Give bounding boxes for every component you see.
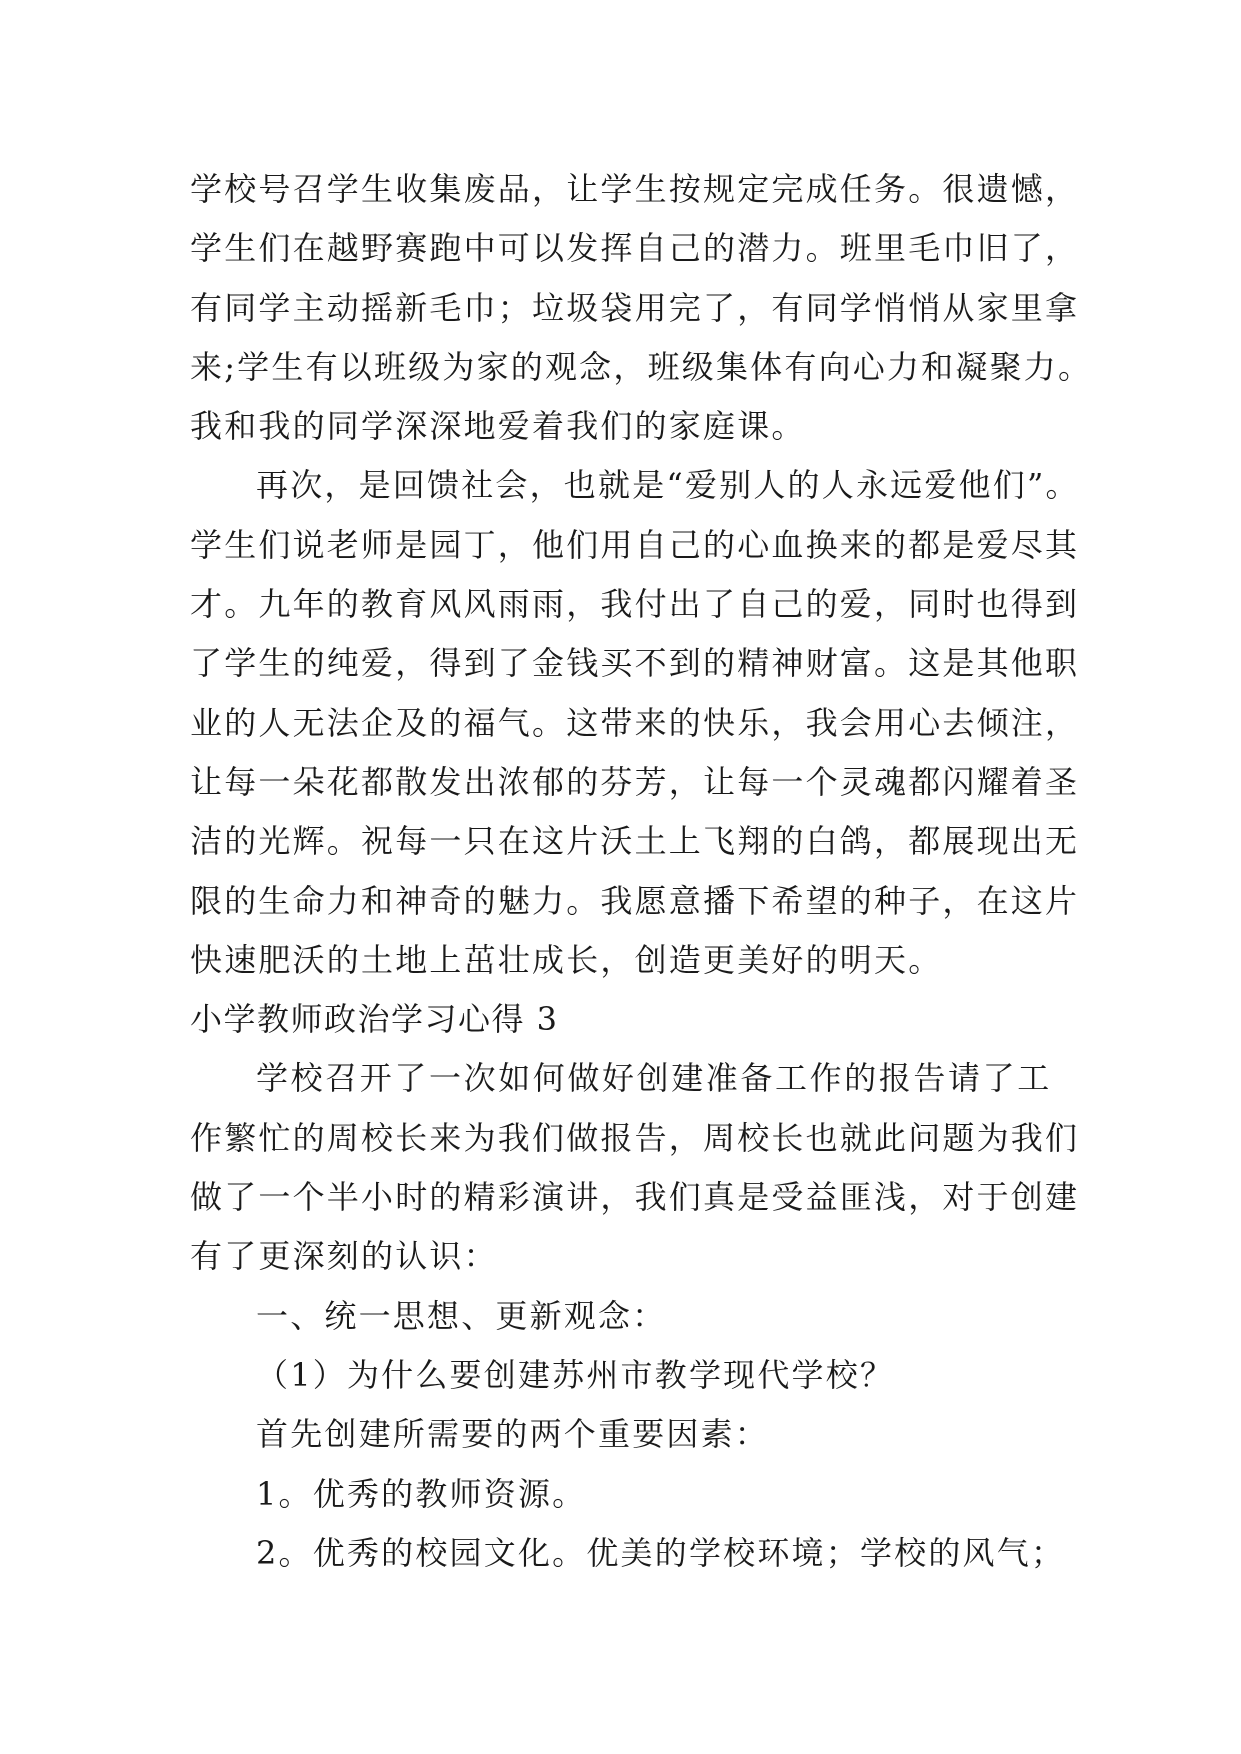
paragraph-line: 有了更深刻的认识： xyxy=(190,1237,498,1276)
paragraph-line: 快速肥沃的土地上茁壮成长，创造更美好的明天。 xyxy=(190,940,943,979)
paragraph-line: 才。九年的教育风风雨雨，我付出了自己的爱，同时也得到 xyxy=(190,585,1080,624)
question-line: （1）为什么要创建苏州市教学现代学校？ xyxy=(256,1355,895,1394)
section-heading: 小学教师政治学习心得 3 xyxy=(190,1000,559,1039)
list-item: 1。优秀的教师资源。 xyxy=(256,1474,587,1513)
paragraph-line: 我和我的同学深深地爱着我们的家庭课。 xyxy=(190,407,806,446)
subheading-line: 一、统一思想、更新观念： xyxy=(256,1296,667,1335)
paragraph-line: 让每一朵花都散发出浓郁的芬芳，让每一个灵魂都闪耀着圣 xyxy=(190,762,1080,801)
paragraph-line: 做了一个半小时的精彩演讲，我们真是受益匪浅，对于创建 xyxy=(190,1178,1080,1217)
paragraph-line: 学生们说老师是园丁，他们用自己的心血换来的都是爱尽其 xyxy=(190,525,1080,564)
paragraph-line: 了学生的纯爱，得到了金钱买不到的精神财富。这是其他职 xyxy=(190,644,1080,683)
paragraph-line: 首先创建所需要的两个重要因素： xyxy=(256,1415,770,1454)
paragraph-line: 再次，是回馈社会，也就是“爱别人的人永远爱他们”。 xyxy=(256,466,1080,505)
paragraph-line: 学校号召学生收集废品，让学生按规定完成任务。很遗憾， xyxy=(190,170,1080,208)
paragraph-line: 来;学生有以班级为家的观念，班级集体有向心力和凝聚力。 xyxy=(190,347,1093,386)
paragraph-line: 限的生命力和神奇的魅力。我愿意播下希望的种子，在这片 xyxy=(190,881,1080,920)
paragraph-line: 有同学主动摇新毛巾；垃圾袋用完了，有同学悄悄从家里拿 xyxy=(190,288,1080,327)
list-item: 2。优秀的校园文化。优美的学校环境；学校的风气； xyxy=(256,1533,1066,1572)
document-page xyxy=(190,160,1093,1583)
paragraph-line: 学校召开了一次如何做好创建准备工作的报告请了工 xyxy=(256,1059,1052,1098)
paragraph-line: 业的人无法企及的福气。这带来的快乐，我会用心去倾注， xyxy=(190,703,1080,742)
paragraph-line: 洁的光辉。祝每一只在这片沃土上飞翔的白鸽，都展现出无 xyxy=(190,822,1080,861)
paragraph-line: 作繁忙的周校长来为我们做报告，周校长也就此问题为我们 xyxy=(190,1118,1080,1157)
paragraph-line: 学生们在越野赛跑中可以发挥自己的潜力。班里毛巾旧了， xyxy=(190,229,1080,268)
